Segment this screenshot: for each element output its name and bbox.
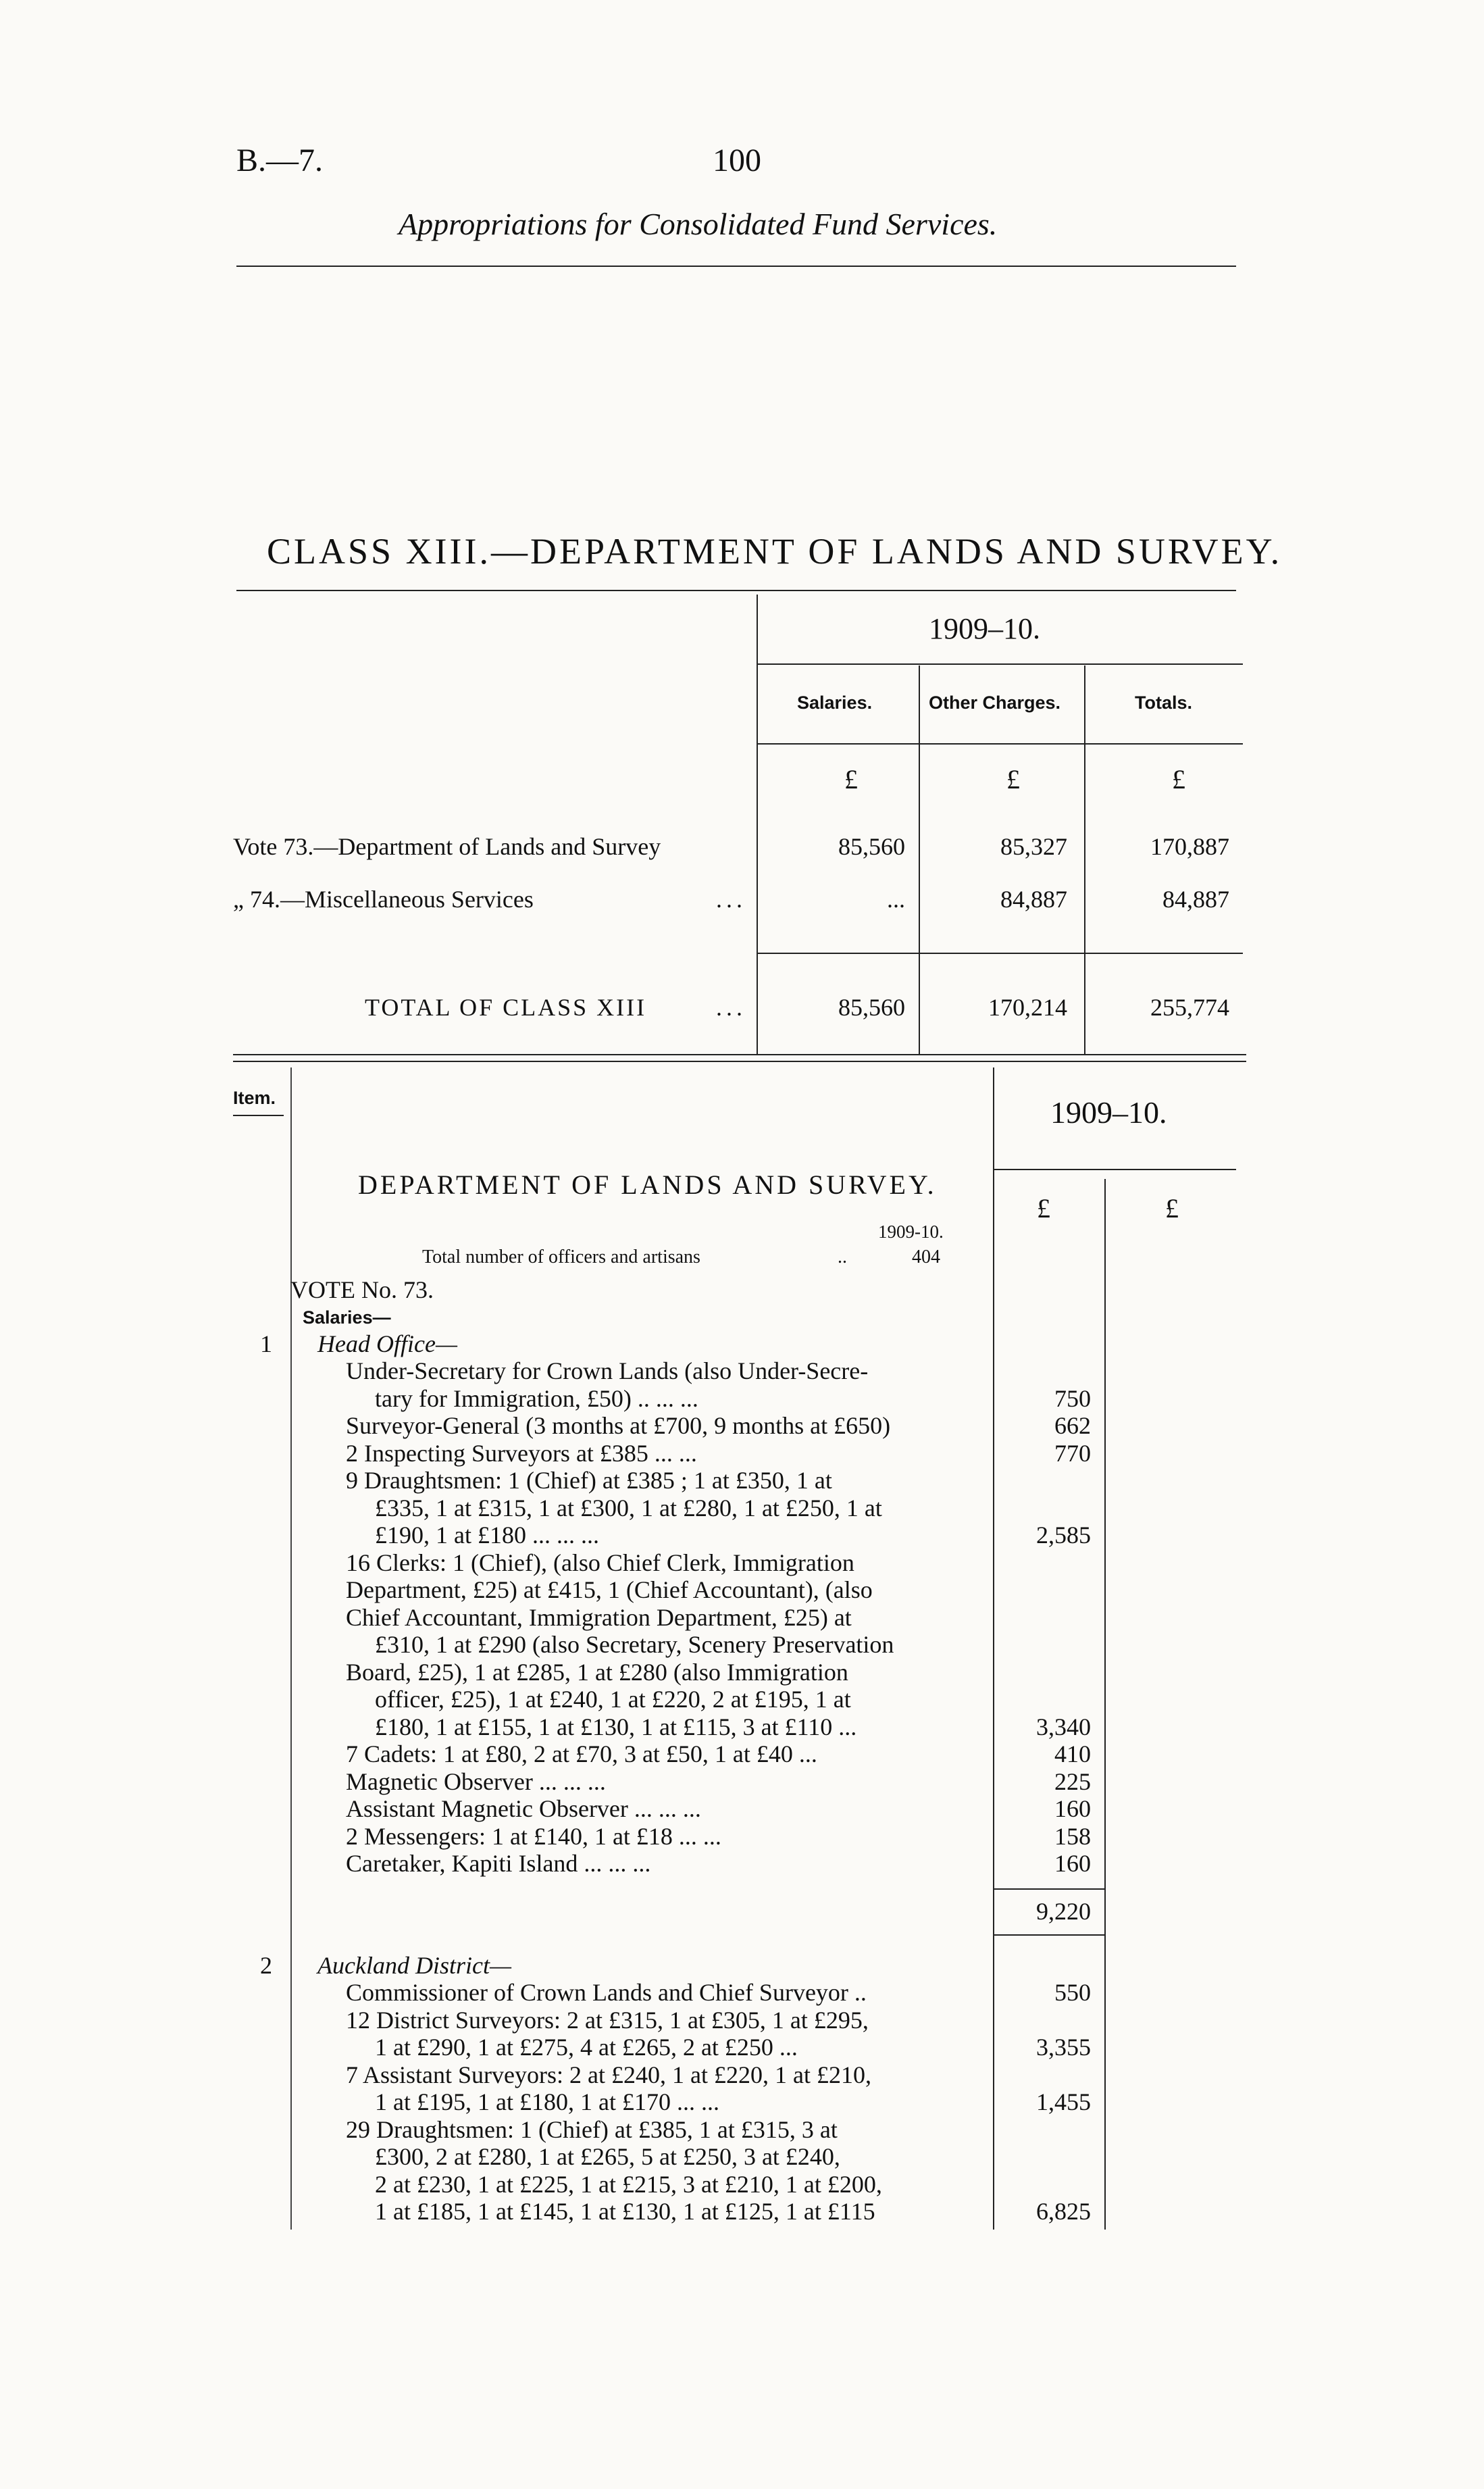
line-item-amount: 410 bbox=[1054, 1740, 1091, 1767]
line-item-text: Caretaker, Kapiti Island ... ... ... bbox=[346, 1850, 651, 1877]
line-item-text: £300, 2 at £280, 1 at £265, 5 at £250, 3 at £240, bbox=[375, 2143, 840, 2170]
detail-currency-2: £ bbox=[1165, 1193, 1179, 1224]
line-item-amount: 770 bbox=[1054, 1439, 1091, 1467]
currency-salaries: £ bbox=[844, 764, 858, 795]
document-code: B.—7. bbox=[236, 143, 324, 178]
currency-totals: £ bbox=[1172, 764, 1185, 795]
summary-year-rule bbox=[757, 663, 1243, 665]
summary-total-other: 170,214 bbox=[988, 994, 1067, 1021]
line-item-text: £190, 1 at £180 ... ... ... bbox=[375, 1522, 599, 1549]
summary-total-totals: 255,774 bbox=[1150, 994, 1229, 1021]
item1-subtotal-rule-bottom bbox=[993, 1934, 1104, 1936]
detail-year-rule bbox=[993, 1169, 1236, 1170]
line-item-amount: 2,585 bbox=[1036, 1522, 1091, 1549]
line-item-text: 1 at £290, 1 at £275, 4 at £265, 2 at £250 ... bbox=[375, 2034, 798, 2061]
detail-currency-1: £ bbox=[1037, 1193, 1050, 1224]
summary-total-label: TOTAL OF CLASS XIII bbox=[365, 994, 647, 1021]
summary-divider-right bbox=[1084, 665, 1085, 1054]
line-item-amount: 160 bbox=[1054, 1850, 1091, 1877]
amount-subcolumn-divider bbox=[1104, 1179, 1106, 2230]
line-item-text: Surveyor-General (3 months at £700, 9 months at £650) bbox=[346, 1412, 891, 1439]
summary-row-totals: 84,887 bbox=[1162, 886, 1229, 913]
line-item-text: tary for Immigration, £50) .. ... ... bbox=[375, 1384, 698, 1412]
item-number: 1 bbox=[260, 1330, 272, 1357]
summary-col-rule bbox=[757, 743, 1243, 745]
vote-heading: VOTE No. 73. bbox=[290, 1276, 434, 1303]
line-item-text: 12 District Surveyors: 2 at £315, 1 at £305, 1 at £295, bbox=[346, 2006, 869, 2034]
page-number: 100 bbox=[713, 143, 761, 178]
currency-other: £ bbox=[1006, 764, 1020, 795]
summary-divider-mid bbox=[919, 665, 920, 1054]
class-title: CLASS XIII.—DEPARTMENT OF LANDS AND SURVEY. bbox=[267, 531, 1283, 572]
salaries-heading: Salaries— bbox=[303, 1307, 391, 1328]
summary-row-other: 84,887 bbox=[1000, 886, 1067, 913]
line-item-text: Chief Accountant, Immigration Department, £25) at bbox=[346, 1603, 852, 1631]
line-item-text: 2 Messengers: 1 at £140, 1 at £18 ... ... bbox=[346, 1822, 721, 1850]
summary-row-label: „ 74.—Miscellaneous Services bbox=[233, 886, 534, 913]
summary-row-leader: ... bbox=[716, 886, 746, 913]
summary-row-salaries: ... bbox=[887, 886, 905, 913]
officers-leader: .. bbox=[838, 1247, 847, 1267]
item-heading: Auckland District— bbox=[317, 1952, 511, 1979]
line-item-amount: 3,340 bbox=[1036, 1713, 1091, 1740]
header-rule bbox=[236, 266, 1236, 267]
line-item-text: 2 at £230, 1 at £225, 1 at £215, 3 at £210, 1 at £200, bbox=[375, 2170, 882, 2198]
line-item-text: £180, 1 at £155, 1 at £130, 1 at £115, 3 at £110 ... bbox=[375, 1713, 857, 1740]
item-column-divider bbox=[290, 1067, 292, 2230]
summary-row-totals: 170,887 bbox=[1150, 833, 1229, 860]
line-item-text: Magnetic Observer ... ... ... bbox=[346, 1767, 606, 1795]
line-item-text: Under-Secretary for Crown Lands (also Under-Secre- bbox=[346, 1357, 869, 1384]
line-item-amount: 1,455 bbox=[1036, 2088, 1091, 2115]
col-other-header: Other Charges. bbox=[929, 693, 1061, 713]
line-item-text: 1 at £195, 1 at £180, 1 at £170 ... ... bbox=[375, 2088, 719, 2115]
line-item-text: Commissioner of Crown Lands and Chief Surveyor .. bbox=[346, 1979, 867, 2006]
line-item-text: Department, £25) at £415, 1 (Chief Accountant), (also bbox=[346, 1576, 873, 1603]
summary-year: 1909–10. bbox=[929, 612, 1040, 645]
line-item-text: Board, £25), 1 at £285, 1 at £280 (also Immigration bbox=[346, 1658, 848, 1686]
officers-year: 1909-10. bbox=[878, 1222, 944, 1242]
line-item-text: officer, £25), 1 at £240, 1 at £220, 2 at £195, 1 at bbox=[375, 1686, 851, 1713]
summary-end-rule-1 bbox=[233, 1054, 1246, 1055]
summary-end-rule-2 bbox=[233, 1061, 1246, 1062]
line-item-amount: 750 bbox=[1054, 1384, 1091, 1412]
line-item-text: 7 Assistant Surveyors: 2 at £240, 1 at £220, 1 at £210, bbox=[346, 2061, 871, 2088]
department-heading: DEPARTMENT OF LANDS AND SURVEY. bbox=[358, 1170, 937, 1200]
item-number: 2 bbox=[260, 1952, 272, 1979]
line-item-text: £335, 1 at £315, 1 at £300, 1 at £280, 1 at £250, 1 at bbox=[375, 1494, 882, 1522]
officers-label: Total number of officers and artisans bbox=[422, 1247, 700, 1267]
line-item-text: 29 Draughtsmen: 1 (Chief) at £385, 1 at £315, 3 at bbox=[346, 2115, 838, 2143]
line-item-amount: 158 bbox=[1054, 1822, 1091, 1850]
item-column-header: Item. bbox=[233, 1088, 276, 1108]
officers-count: 404 bbox=[912, 1247, 940, 1267]
item-header-rule bbox=[233, 1115, 284, 1116]
line-item-text: 16 Clerks: 1 (Chief), (also Chief Clerk, Immigration bbox=[346, 1549, 854, 1576]
col-salaries-header: Salaries. bbox=[797, 693, 873, 713]
line-item-text: 9 Draughtsmen: 1 (Chief) at £385 ; 1 at £350, 1 at bbox=[346, 1467, 832, 1494]
line-item-amount: 662 bbox=[1054, 1412, 1091, 1439]
summary-row-other: 85,327 bbox=[1000, 833, 1067, 860]
line-item-text: 1 at £185, 1 at £145, 1 at £130, 1 at £125, 1 at £115 bbox=[375, 2198, 875, 2225]
item1-subtotal-rule bbox=[993, 1888, 1104, 1890]
line-item-text: £310, 1 at £290 (also Secretary, Scenery Preservation bbox=[375, 1631, 894, 1658]
line-item-text: 7 Cadets: 1 at £80, 2 at £70, 3 at £50, 1 at £40 ... bbox=[346, 1740, 817, 1767]
line-item-amount: 550 bbox=[1054, 1979, 1091, 2006]
page-title: Appropriations for Consolidated Fund Services. bbox=[399, 207, 998, 241]
summary-total-rule bbox=[757, 953, 1243, 954]
line-item-text: 2 Inspecting Surveyors at £385 ... ... bbox=[346, 1439, 697, 1467]
summary-total-leader: ... bbox=[716, 994, 746, 1021]
amount-column-divider bbox=[993, 1067, 994, 2230]
class-title-rule bbox=[236, 590, 1236, 591]
summary-total-salaries: 85,560 bbox=[838, 994, 905, 1021]
item1-subtotal: 9,220 bbox=[1036, 1898, 1091, 1925]
line-item-text: Assistant Magnetic Observer ... ... ... bbox=[346, 1795, 701, 1822]
summary-row-salaries: 85,560 bbox=[838, 833, 905, 860]
line-item-amount: 3,355 bbox=[1036, 2034, 1091, 2061]
summary-row-label: Vote 73.—Department of Lands and Survey bbox=[233, 833, 661, 860]
line-item-amount: 6,825 bbox=[1036, 2198, 1091, 2225]
line-item-amount: 160 bbox=[1054, 1795, 1091, 1822]
item-heading: Head Office— bbox=[317, 1330, 457, 1357]
col-totals-header: Totals. bbox=[1135, 693, 1193, 713]
detail-year: 1909–10. bbox=[1050, 1095, 1167, 1130]
line-item-amount: 225 bbox=[1054, 1767, 1091, 1795]
